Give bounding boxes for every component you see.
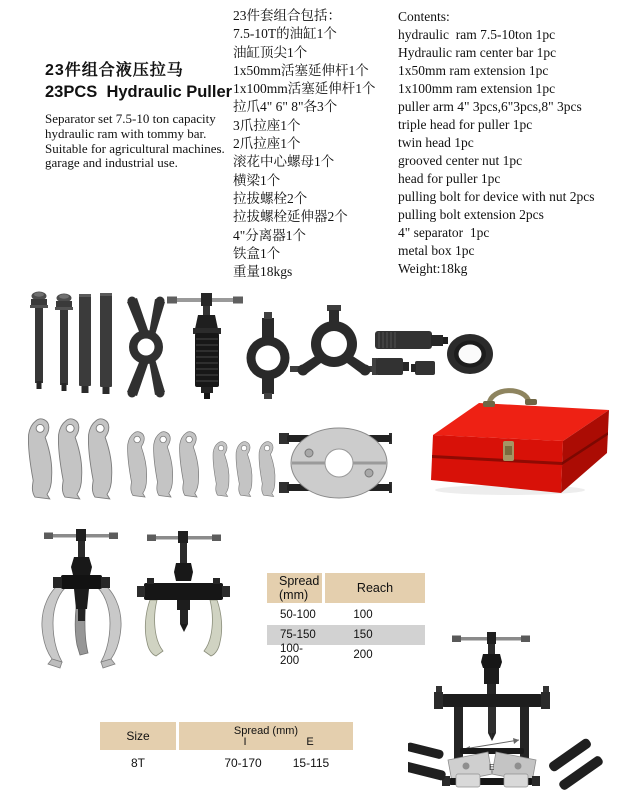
product-description xyxy=(45,112,245,171)
list-item: 2爪拉座1个 xyxy=(233,136,301,152)
dim-label-i: I xyxy=(490,730,493,740)
table-row xyxy=(267,645,425,665)
description-line: Separator set 7.5-10 ton capacity xyxy=(45,111,216,126)
pulling-bolt xyxy=(55,294,73,392)
list-item: 4"分离器1个 xyxy=(233,227,307,243)
cell-size: 8T xyxy=(130,756,145,770)
table-row xyxy=(267,605,425,625)
list-item: 滚花中心螺母1个 xyxy=(233,154,335,170)
cn-contents-list xyxy=(233,7,376,281)
list-item: 重量18kgs xyxy=(233,264,293,280)
cell-reach: 150 xyxy=(353,629,373,641)
size-spread-table xyxy=(100,722,353,772)
list-item: 4" separator 1pc xyxy=(398,225,490,240)
table-row xyxy=(267,625,425,645)
list-item: 1x50mm ram extension 1pc xyxy=(398,63,549,78)
col-header-size: Size xyxy=(100,722,176,750)
list-item: metal box 1pc xyxy=(398,243,475,258)
description-line: garage and industrial use. xyxy=(45,155,178,171)
list-item: 7.5-10T的油缸1个 xyxy=(233,26,337,42)
header-line: Spread (mm) xyxy=(233,725,299,737)
description-line: hydraulic ram with tommy bar. xyxy=(45,125,207,141)
cell-reach: 200 xyxy=(353,649,373,661)
triple-head xyxy=(290,305,378,376)
list-item: 横梁1个 xyxy=(233,172,281,188)
list-item: 油缸顶尖1个 xyxy=(233,44,308,60)
list-item: Weight:18kg xyxy=(398,261,468,276)
col-header-spread-mm xyxy=(179,722,353,750)
en-contents-list xyxy=(398,8,594,278)
bearing-separator xyxy=(279,428,392,498)
list-item: pulling bolt extension 2pcs xyxy=(398,207,544,222)
title-block xyxy=(45,57,245,171)
list-item: head for puller 1pc xyxy=(398,171,501,186)
list-item: triple head for puller 1pc xyxy=(398,117,533,132)
three-jaw-puller xyxy=(42,529,121,668)
list-item: Hydraulic ram center bar 1pc xyxy=(398,45,557,60)
grooved-center-nut xyxy=(447,334,493,374)
twin-head xyxy=(247,312,290,399)
cn-list-heading: 23件套组合包括： xyxy=(233,8,341,23)
list-item: 拉拔螺栓2个 xyxy=(233,190,308,206)
puller-arm-4in xyxy=(236,442,252,497)
table-header-row xyxy=(100,722,353,750)
table-header-row xyxy=(267,573,425,603)
puller-arms-photo xyxy=(20,415,392,510)
three-jaw-puller-photo xyxy=(36,525,136,680)
puller-arm-4in xyxy=(213,442,229,497)
puller-arm-6in xyxy=(154,432,173,497)
two-jaw-puller-photo xyxy=(133,528,238,668)
puller-with-separator xyxy=(408,632,604,791)
product-title-zh: 23件组合液压拉马 xyxy=(45,62,184,79)
puller-arm-8in xyxy=(88,419,111,499)
bolt-extension-rod xyxy=(79,294,91,393)
list-item: twin head 1pc xyxy=(398,135,474,150)
header-line: (mm) xyxy=(279,587,309,602)
en-list-heading: Contents: xyxy=(398,9,450,24)
toolbox-handle xyxy=(489,391,529,404)
sub-header-i: I xyxy=(243,736,247,748)
hydraulic-ram xyxy=(167,293,243,399)
metal-box-photo xyxy=(425,383,617,498)
dim-label-e: E xyxy=(489,763,495,772)
red-toolbox xyxy=(431,391,609,495)
cell-reach: 100 xyxy=(353,609,373,621)
ram-extensions xyxy=(372,331,448,375)
cell-spread-e: 15-115 xyxy=(292,756,330,770)
puller-arm-6in xyxy=(180,432,199,497)
cell-spread: 75-150 xyxy=(280,629,316,641)
description-line: Suitable for agricultural machines. xyxy=(45,140,225,156)
pulling-bolt xyxy=(30,292,48,390)
list-item: 拉拔螺栓延伸器2个 xyxy=(233,209,348,225)
list-item: 1x100mm ram extension 1pc xyxy=(398,81,556,96)
list-item: grooved center nut 1pc xyxy=(398,153,523,168)
puller-arm-8in xyxy=(58,419,81,499)
cell-spread: 100-200 xyxy=(280,643,304,667)
two-jaw-puller xyxy=(137,531,230,656)
separator-yoke xyxy=(127,297,165,398)
cell-spread-i: 70-170 xyxy=(224,756,262,770)
puller-arm-4in xyxy=(259,442,275,497)
spread-reach-table xyxy=(267,573,425,665)
list-item: 1x100mm活塞延伸杆1个 xyxy=(233,81,376,97)
puller-with-separator-photo xyxy=(408,628,613,803)
table-row xyxy=(100,750,353,772)
list-item: 铁盒1个 xyxy=(233,245,281,261)
col-header-spread xyxy=(267,573,322,603)
cell-spread: 50-100 xyxy=(280,609,316,621)
puller-arm-6in xyxy=(128,432,147,497)
puller-arm-8in xyxy=(28,419,51,499)
bolt-extension-rod xyxy=(100,293,112,394)
col-header-reach: Reach xyxy=(325,573,425,603)
list-item: 拉爪4" 6" 8"各3个 xyxy=(233,99,338,115)
product-title-en: 23PCS Hydraulic Puller xyxy=(45,83,233,101)
list-item: 1x50mm活塞延伸杆1个 xyxy=(233,62,369,78)
list-item: puller arm 4" 3pcs,6"3pcs,8" 3pcs xyxy=(398,99,582,114)
header-line: Spread xyxy=(279,574,320,588)
sub-header-e: E xyxy=(306,736,314,748)
list-item: hydraulic ram 7.5-10ton 1pc xyxy=(398,27,556,42)
list-item: 3爪拉座1个 xyxy=(233,117,301,133)
list-item: pulling bolt for device with nut 2pcs xyxy=(398,189,595,204)
